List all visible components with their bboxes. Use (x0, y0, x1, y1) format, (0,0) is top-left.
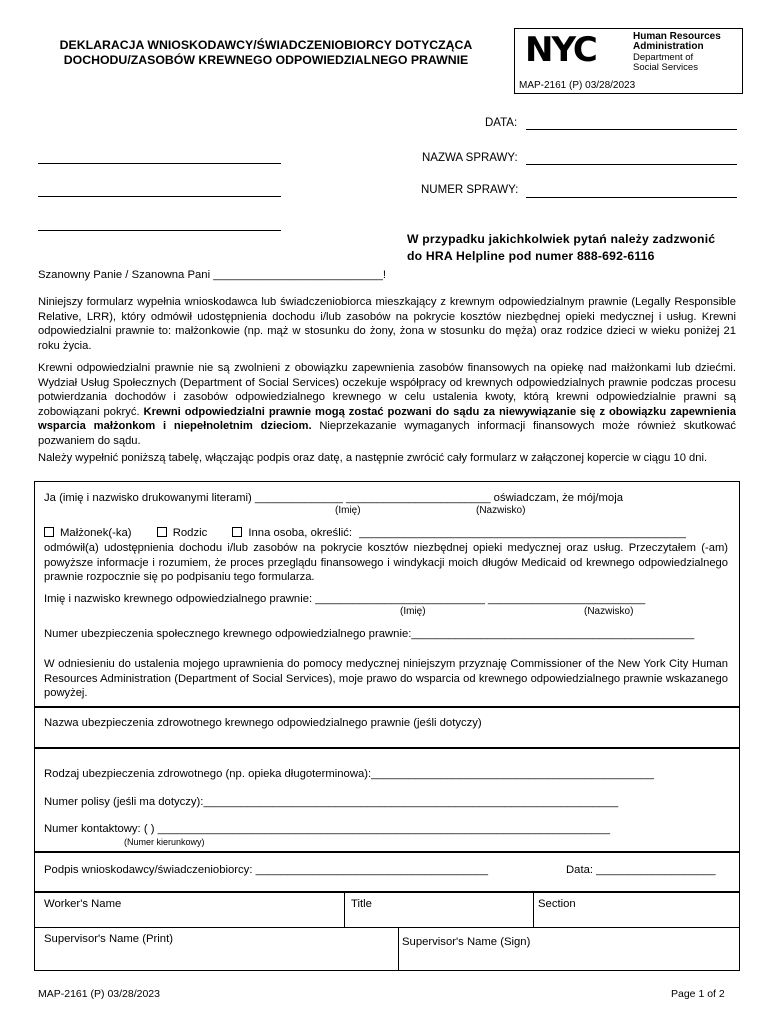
address-line-1[interactable] (38, 163, 281, 164)
page-number: Page 1 of 2 (671, 988, 725, 1000)
spouse-checkbox[interactable] (44, 527, 54, 537)
declaration-intro: Ja (imię i nazwisko drukowanymi literami) ______________ _______________________ oświadczam, że mój/moja (44, 492, 623, 504)
hotline-line-2: do HRA Helpline pod numer 888-692-6116 (407, 249, 655, 263)
other-checkbox[interactable] (232, 527, 242, 537)
date-field[interactable] (526, 129, 737, 130)
footer-form-number: MAP-2161 (P) 03/28/2023 (38, 988, 160, 1000)
supervisor-print-label: Supervisor's Name (Print) (44, 933, 173, 945)
address-line-3[interactable] (38, 230, 281, 231)
form-title (30, 38, 502, 68)
date-label: DATA: (485, 117, 518, 129)
agency-name (633, 32, 721, 52)
agency-logo-box (514, 28, 743, 94)
case-name-label: NAZWA SPRAWY: (422, 152, 518, 164)
signature-field[interactable]: Podpis wnioskodawcy/świadczeniobiorcy: _____________________________________ (44, 864, 489, 876)
other-option[interactable]: Inna osoba, określić: (232, 527, 352, 539)
obligation-paragraph: Krewni odpowiedzialni prawnie nie są zwolnieni z obowiązku zapewnienia zasobów finansowych na opiekę nad małżonkami lub dziećmi. Wydział Usług Społecznych (Department of Social Services) oczekuje współpracy od krewnych odpowiedzialnych prawnie podczas procesu potwierdzania dochodów i zasobów odpowiedzialnego krewnego w celu ustalenia kwoty, którą krewni odpowiedzialnie prawni są zobowiązani pokryć. Krewni odpowiedzialni prawnie mogą zostać pozwani do sądu za niewywiązanie się z obowiązku zapewnienia wsparcia małżonkom i niepełnoletnim dzieciom. Nieprzekazanie wymaganych informacji finansowych może również skutkować pozwaniem do sądu. (38, 362, 736, 447)
worker-title-cell[interactable] (344, 892, 534, 928)
lrr-first-name-hint: (Imię) (400, 606, 426, 617)
last-name-hint: (Nazwisko) (476, 505, 526, 516)
department-name (633, 53, 698, 72)
worker-section-label: Section (538, 898, 576, 910)
case-name-field[interactable] (526, 164, 737, 165)
address-line-2[interactable] (38, 196, 281, 197)
greeting: Szanowny Panie / Szanowna Pani ___________________________! (38, 269, 386, 281)
header-form-number: MAP-2161 (P) 03/28/2023 (519, 80, 636, 91)
area-code-hint: (Numer kierunkowy) (124, 837, 205, 847)
lrr-name-field[interactable]: Imię i nazwisko krewnego odpowiedzialnego prawnie: ___________________________ _________________________ (44, 593, 646, 605)
other-specify-field[interactable]: ____________________________________________________ (359, 527, 686, 539)
parent-option[interactable]: Rodzic (157, 527, 208, 539)
worker-title-label: Title (351, 898, 372, 910)
lrr-last-name-hint: (Nazwisko) (584, 606, 634, 617)
intro-paragraph: Niniejszy formularz wypełnia wnioskodawca lub świadczeniobiorca mieszkający z krewnym odpowiedzialnym prawnie (Legally Responsible Relative, LRR), który odmówił udostępnienia dochodu i/lub zasobów na pokrycie kosztów niezbędnej opieki medycznej i usług. Krewni odpowiedzialni prawnie to: małżonkowie (np. mąż w stosunku do żony, żona w stosunku do męża) oraz rodzice dzieci w wieku poniżej 21 roku życia. (38, 296, 736, 352)
relationship-options (44, 527, 686, 539)
assignment-statement: W odniesieniu do ustalenia mojego uprawnienia do pomocy medycznej niniejszym przyznaję Commissioner of the New York City Human Resources Administration (Department of Social Services), moje prawo do wsparcia od krewnego odpowiedzialnego prawnie wskazanego powyżej. (44, 658, 728, 700)
lrr-ssn-field[interactable]: Numer ubezpieczenia społecznego krewnego odpowiedzialnego prawnie:_____________________________________________ (44, 628, 695, 640)
refusal-statement: odmówił(a) udostępnienia dochodu i/lub zasobów na pokrycie kosztów niezbędnej opieki medycznej oraz usług. Przeczytałem (-am) powyższe informacje i rozumiem, że proces przeglądu finansowego i windykacji moich długów Medicaid od krewnego odpowiedzialnego prawnie rozpocznie się po podpisaniu tego formularza. (44, 542, 728, 584)
worker-name-label: Worker's Name (44, 898, 122, 910)
supervisor-sign-label: Supervisor's Name (Sign) (402, 936, 531, 948)
insurance-type-field[interactable]: Rodzaj ubezpieczenia zdrowotnego (np. opieka długoterminowa):_____________________________________________ (44, 768, 654, 780)
signature-date-field[interactable]: Data: ___________________ (566, 864, 716, 876)
title-line-1: DEKLARACJA WNIOSKODAWCY/ŚWIADCZENIOBIORCY DOTYCZĄCA (59, 38, 473, 52)
nyc-logo: NYC (525, 30, 596, 70)
agency-line-1: Human Resources (633, 31, 721, 42)
case-number-label: NUMER SPRAWY: (421, 184, 519, 196)
hotline-notice (407, 231, 737, 265)
insurance-name-label: Nazwa ubezpieczenia zdrowotnego krewnego odpowiedzialnego prawnie (jeśli dotyczy) (44, 717, 482, 729)
hotline-line-1: W przypadku jakichkolwiek pytań należy zadzwonić (407, 232, 716, 246)
supervisor-sign-cell[interactable] (398, 927, 740, 971)
contact-number-field[interactable]: Numer kontaktowy: ( ) ________________________________________________________________________ (44, 823, 610, 835)
agency-line-2: Administration (633, 41, 704, 52)
dept-line-1: Department of (633, 52, 694, 63)
instructions-paragraph: Należy wypełnić poniższą tabelę, włączając podpis oraz datę, a następnie zwrócić cały formularz w załączonej kopercie w ciągu 10 dni. (38, 452, 708, 464)
parent-checkbox[interactable] (157, 527, 167, 537)
spouse-option[interactable]: Małżonek(-ka) (44, 527, 132, 539)
first-name-hint: (Imię) (335, 505, 361, 516)
policy-number-field[interactable]: Numer polisy (jeśli ma dotyczy):__________________________________________________________________ (44, 796, 619, 808)
title-line-2: DOCHODU/ZASOBÓW KREWNEGO ODPOWIEDZIALNEGO PRAWNIE (63, 53, 469, 67)
case-number-field[interactable] (526, 197, 737, 198)
dept-line-2: Social Services (633, 61, 698, 73)
